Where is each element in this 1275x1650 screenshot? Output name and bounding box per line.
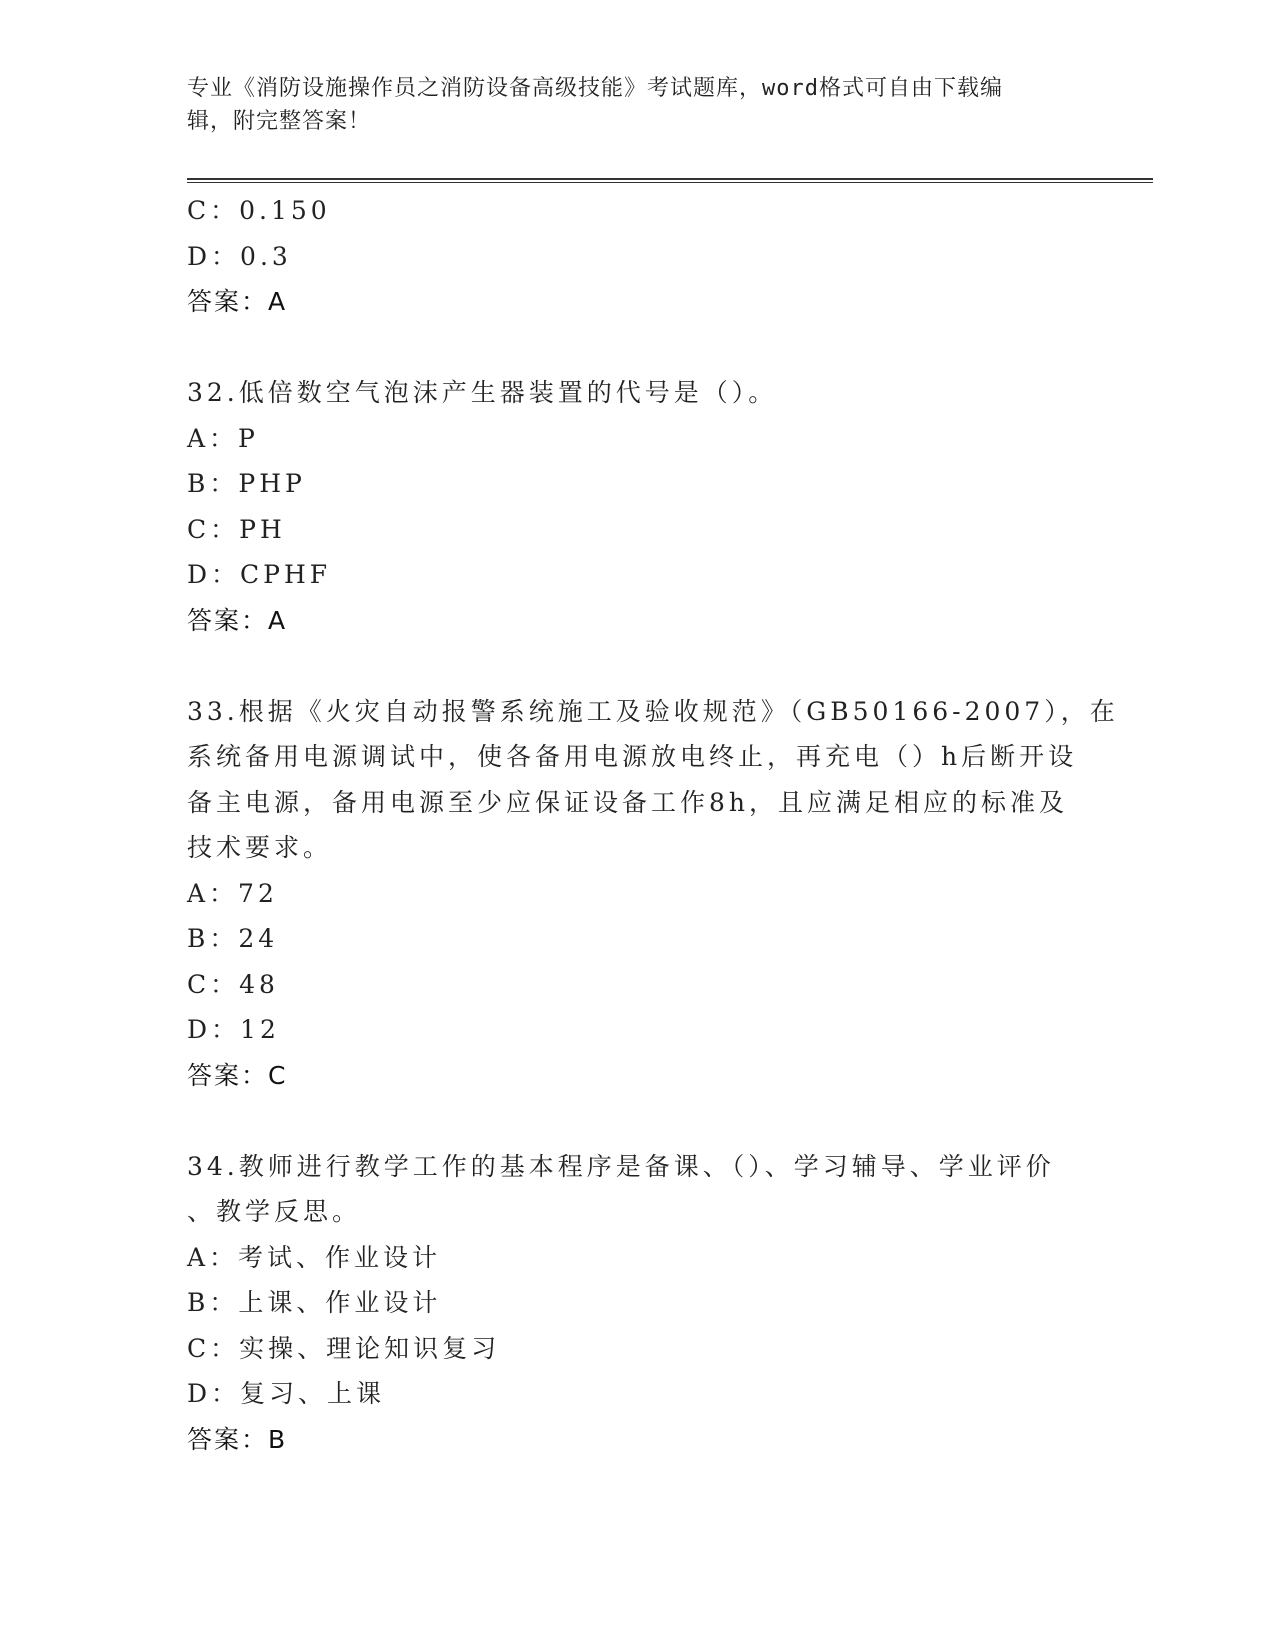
option-d: D：12 [187,1015,280,1044]
option-a: A：P [187,423,259,453]
option-c: C：实操、理论知识复习 [187,1333,501,1363]
question-text-line-1: 33.根据《火灾自动报警系统施工及验收规范》（GB50166-2007），在 [187,696,1119,726]
option-a: A：考试、作业设计 [187,1242,442,1272]
question-32 [187,370,1087,643]
answer-line: 答案：A [187,605,288,635]
option-b: B：24 [187,924,279,953]
question-text: 32.低倍数空气泡沫产生器装置的代号是（）。 [187,378,778,407]
answer-line: 答案：B [187,1424,288,1454]
option-d: D：0.3 [187,241,292,271]
option-c: C：48 [187,969,279,999]
question-text-line-1: 34.教师进行教学工作的基本程序是备课、（）、学习辅导、学业评价 [187,1151,1055,1181]
header-line-1: 专业《消防设施操作员之消防设备高级技能》考试题库，word格式可自由下载编 [187,76,1003,101]
option-c: C：PH [187,514,286,544]
spacer [187,1098,1087,1144]
answer-line: 答案：A [187,287,288,316]
question-text-line-2: 系统备用电源调试中，使各备用电源放电终止，再充电（）h后断开设 [187,742,1078,771]
header-line-2: 辑，附完整答案！ [187,109,372,134]
option-b: B：PHP [187,469,306,498]
document-header [187,72,1087,138]
question-text-line-3: 备主电源，备用电源至少应保证设备工作8h，且应满足相应的标准及 [187,787,1069,817]
spacer [187,325,1087,371]
spacer [187,643,1087,689]
question-33 [187,689,1119,1099]
option-d: D：复习、上课 [187,1379,386,1408]
header-divider [187,178,1153,183]
question-text-line-4: 技术要求。 [187,833,333,862]
prev-question-block [187,188,1087,325]
option-b: B：上课、作业设计 [187,1288,442,1317]
answer-line: 答案：C [187,1060,288,1090]
question-text-line-2: 、教学反思。 [187,1197,362,1226]
question-34 [187,1144,1087,1463]
option-a: A：72 [187,878,278,908]
option-c: C：0.150 [187,196,331,225]
option-d: D：CPHF [187,560,332,589]
question-content [187,188,1119,1462]
